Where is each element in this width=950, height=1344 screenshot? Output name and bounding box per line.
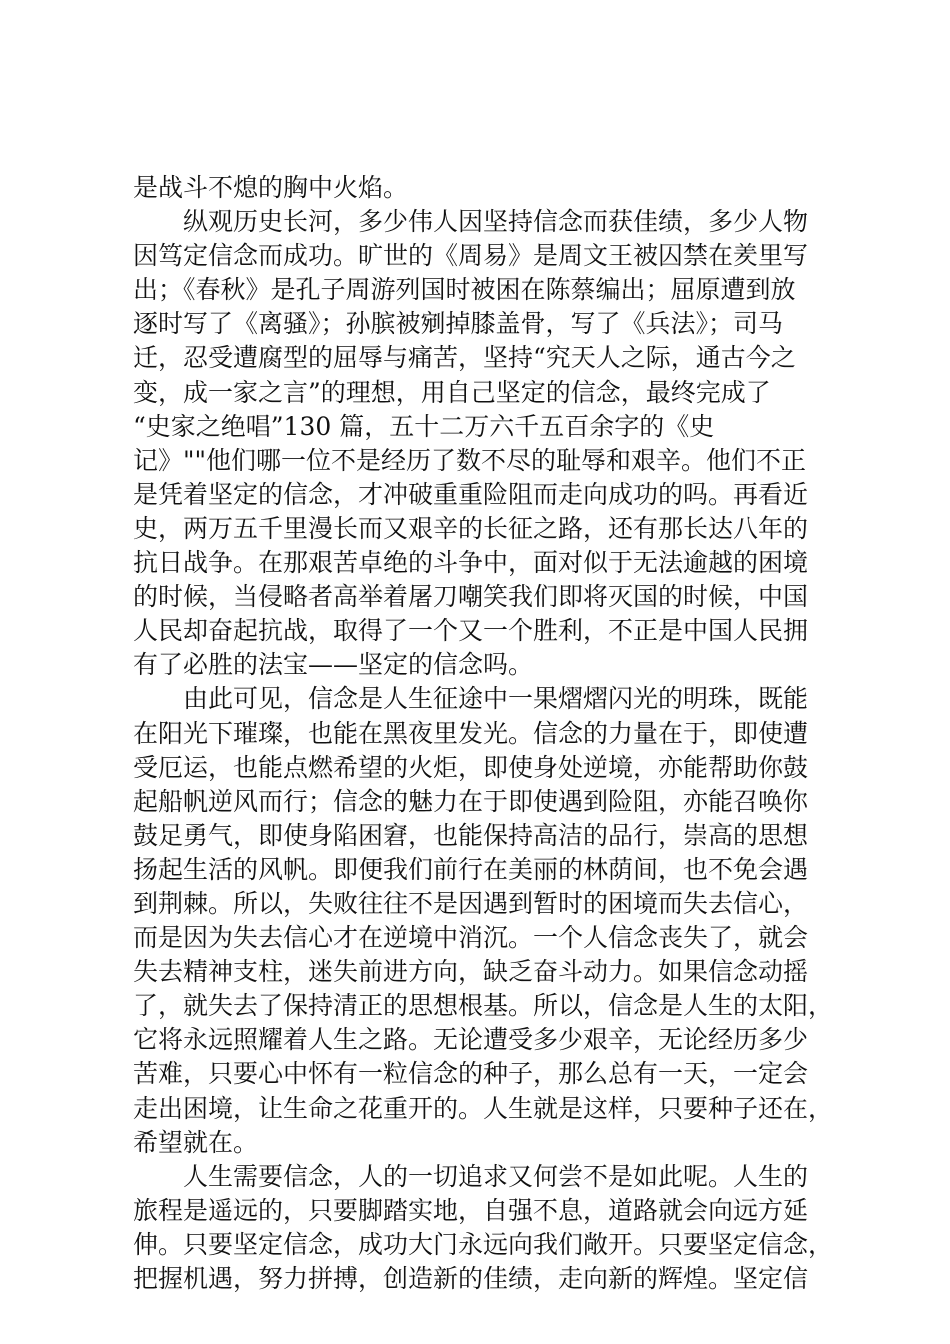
text-line: 抗日战争。在那艰苦卓绝的斗争中，面对似于无法逾越的困境: [133, 548, 809, 578]
text-line: 扬起生活的风帆。即便我们前行在美丽的林荫间，也不免会遇: [133, 854, 809, 884]
text-line: 希望就在。: [133, 1127, 259, 1157]
text-line: 苦难，只要心中怀有一粒信念的种子，那么总有一天，一定会: [133, 1059, 809, 1089]
text-line: 失去精神支柱，迷失前进方向，缺乏奋斗动力。如果信念动摇: [133, 957, 809, 987]
paragraph-first-line: 纵观历史长河，多少伟人因坚持信念而获佳绩，多少人物: [183, 207, 809, 237]
text-line: 是凭着坚定的信念，才冲破重重险阻而走向成功的吗。再看近: [133, 479, 809, 509]
text-line: 到荆棘。所以，失败往往不是因遇到暂时的困境而失去信心，: [133, 888, 809, 918]
text-line: 有了必胜的法宝——坚定的信念吗。: [133, 650, 534, 680]
text-line: 在阳光下璀璨，也能在黑夜里发光。信念的力量在于，即使遭: [133, 718, 809, 748]
text-line: 出；《春秋》是孔子周游列国时被困在陈蔡编出；屈原遭到放: [133, 275, 796, 305]
text-line: 受厄运，也能点燃希望的火炬，即使身处逆境，亦能帮助你鼓: [133, 752, 809, 782]
text-line: 人民却奋起抗战，取得了一个又一个胜利，不正是中国人民拥: [133, 616, 809, 646]
text-line: 鼓足勇气，即使身陷困窘，也能保持高洁的品行，崇高的思想: [133, 820, 809, 850]
text-line: 史，两万五千里漫长而又艰辛的长征之路，还有那长达八年的: [133, 513, 809, 543]
text-line: 起船帆逆风而行；信念的魅力在于即使遇到险阻，亦能召唤你: [133, 786, 809, 816]
text-line: 它将永远照耀着人生之路。无论遭受多少艰辛，无论经历多少: [133, 1025, 809, 1055]
text-line: 了，就失去了保持清正的思想根基。所以，信念是人生的太阳，: [133, 991, 834, 1021]
text-line: 把握机遇，努力拼搏，创造新的佳绩，走向新的辉煌。坚定信: [133, 1264, 809, 1293]
text-line: 走出困境，让生命之花重开的。人生就是这样，只要种子还在，: [133, 1093, 834, 1123]
text-line: “史家之绝唱”130 篇，五十二万六千五百余字的《史: [133, 411, 715, 441]
paragraph-first-line: 人生需要信念，人的一切追求又何尝不是如此呢。人生的: [183, 1161, 809, 1191]
text-line: 变，成一家之言”的理想，用自己坚定的信念，最终完成了: [133, 377, 771, 407]
text-line: 的时候，当侵略者高举着屠刀嘲笑我们即将灭国的时候，中国: [133, 582, 809, 612]
text-line: 因笃定信念而成功。旷世的《周易》是周文王被囚禁在羑里写: [133, 241, 809, 271]
text-line: 记》""他们哪一位不是经历了数不尽的耻辱和艰辛。他们不正: [133, 445, 807, 475]
text-line: 旅程是遥远的，只要脚踏实地，自强不息，道路就会向远方延: [133, 1195, 809, 1225]
text-line: 是战斗不熄的胸中火焰。: [133, 173, 409, 202]
body-text: [133, 171, 853, 1296]
text-line: 而是因为失去信心才在逆境中消沉。一个人信念丧失了，就会: [133, 923, 809, 953]
paragraph-first-line: 由此可见，信念是人生征途中一果熠熠闪光的明珠，既能: [183, 684, 809, 714]
text-line: 伸。只要坚定信念，成功大门永远向我们敞开。只要坚定信念，: [133, 1229, 834, 1259]
text-line: 逐时写了《离骚》；孙膑被剜掉膝盖骨，写了《兵法》；司马: [133, 309, 784, 339]
text-line: 迁，忍受遭腐型的屈辱与痛苦，坚持“究天人之际，通古今之: [133, 343, 796, 373]
